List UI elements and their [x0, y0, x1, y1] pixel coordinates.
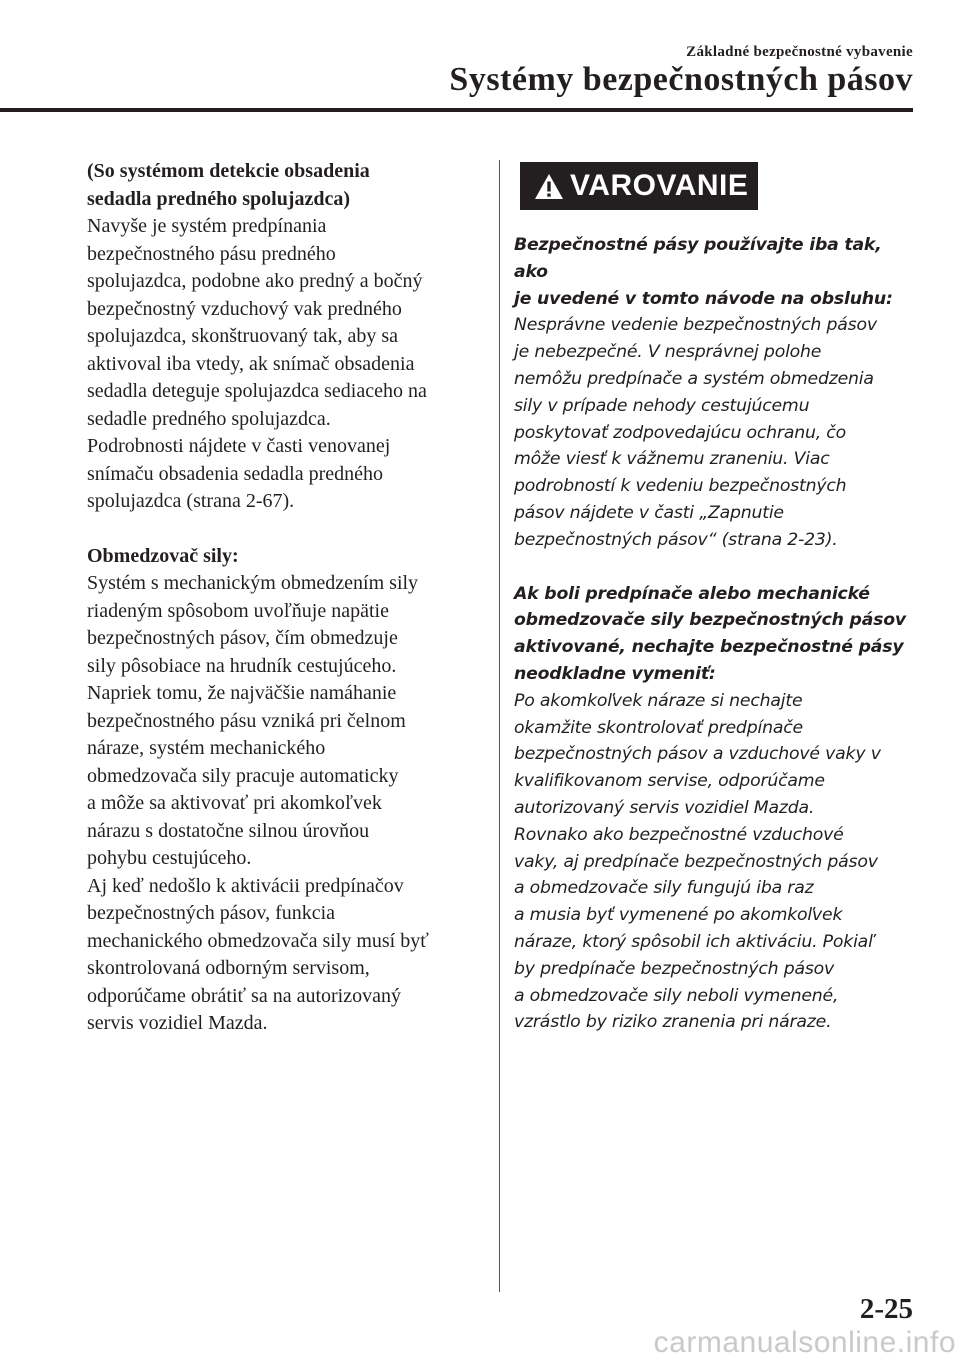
text-line: (So systémom detekcie obsadenia [87, 160, 370, 182]
text-line: obmedzovača sily pracuje automaticky [87, 764, 399, 787]
text-line: kvalifikovanom servise, odporúčame [514, 771, 825, 792]
text-line: Systém s mechanickým obmedzením sily [87, 572, 419, 594]
text-line: Podrobnosti nájdete v časti venovanej [87, 435, 391, 457]
text-line: náraze, ktorý spôsobil ich aktiváciu. Pokiaľ [514, 931, 873, 952]
text-line: riadeným spôsobom uvoľňuje napätie [87, 599, 389, 622]
text-line: mechanického obmedzovača sily musí byť [87, 929, 429, 952]
text-line: sedadla deteguje spolujazdca sediaceho na [87, 380, 427, 402]
section-title-force-limiter: Obmedzovač sily: [87, 544, 239, 567]
text-line: pohybu cestujúceho. [87, 847, 252, 869]
text-line: náraze, systém mechanického [87, 737, 326, 759]
warning-triangle-icon [534, 173, 564, 200]
text-line: bezpečnostných pásov a vzduchové vaky v [514, 744, 881, 765]
chapter-title: Základné bezpečnostné vybavenie [686, 44, 913, 60]
text-line: skontrolovaná odborným servisom, [87, 957, 370, 979]
text-line: Po akomkoľvek náraze si nechajte [514, 690, 803, 711]
text-line: obmedzovače sily bezpečnostných pásov [514, 610, 906, 631]
text-line: bezpečnostných pásov, funkcia [87, 902, 336, 924]
text-line: bezpečnostných pásov“ (strana 2-23). [514, 529, 838, 550]
text-line: neodkladne vymeniť: [514, 663, 716, 684]
text-line: okamžite skontrolovať predpínače [514, 717, 803, 738]
text-line: Napriek tomu, že najväčšie namáhanie [87, 682, 397, 704]
text-line: pásov nájdete v časti „Zapnutie [514, 502, 784, 523]
text-line: a musia byť vymenené po akomkoľvek [514, 905, 843, 926]
text-line: Nesprávne vedenie bezpečnostných pásov [514, 315, 877, 336]
text-line: Aj keď nedošlo k aktivácii predpínačov [87, 874, 404, 897]
text-line: sedadle predného spolujazdca. [87, 407, 331, 430]
text-line: spolujazdca, podobne ako predný a bočný [87, 270, 423, 292]
text-line: môže viesť k vážnemu zraneniu. Viac [514, 449, 830, 470]
text-line: snímaču obsadenia sedadla predného [87, 462, 384, 485]
text-line: a obmedzovače sily fungujú iba raz [514, 878, 814, 899]
text-line: bezpečnostný vzduchový vak predného [87, 297, 402, 320]
warning-column [514, 232, 919, 1036]
page-number: 2-25 [859, 1293, 913, 1325]
text-line: by predpínače bezpečnostných pásov [514, 958, 835, 979]
text-line: odporúčame obrátiť sa na autorizovaný [87, 984, 401, 1007]
text-line: nemôžu predpínače a systém obmedzenia [514, 368, 874, 389]
header-rule [0, 108, 913, 112]
left-column [87, 158, 487, 1038]
watermark: carmanualsonline.info [653, 1326, 956, 1359]
text-line: Bezpečnostné pásy používajte iba tak, ako [514, 235, 882, 282]
text-line: sily v prípade nehody cestujúcemu [514, 395, 810, 416]
text-line: sedadla predného spolujazdca) [87, 187, 351, 210]
text-line: spolujazdca (strana 2-67). [87, 490, 295, 512]
section-body-occupancy [87, 213, 487, 516]
text-line: podrobností k vedeniu bezpečnostných [514, 476, 847, 497]
section-body-force-limiter [87, 570, 487, 1038]
text-line: a obmedzovače sily neboli vymenené, [514, 985, 839, 1006]
text-line: je nebezpečné. V nesprávnej polohe [514, 342, 822, 363]
text-line: sily pôsobiace na hrudník cestujúceho. [87, 654, 397, 677]
text-line: je uvedené v tomto návode na obsluhu: [514, 288, 893, 309]
text-line: autorizovaný servis vozidiel Mazda. [514, 797, 815, 818]
section-title-occupancy [87, 158, 487, 213]
text-line: nárazu s dostatočne silnou úrovňou [87, 819, 370, 842]
text-line: a môže sa aktivovať pri akomkoľvek [87, 792, 382, 814]
warning-body-replace [514, 688, 919, 1036]
warning-title-seatbelt-use [514, 232, 919, 312]
text-line: aktivované, nechajte bezpečnostné pásy [514, 637, 904, 658]
text-line: vzrástlo by riziko zranenia pri náraze. [514, 1012, 832, 1033]
text-line: bezpečnostného pásu vzniká pri čelnom [87, 709, 406, 732]
column-divider [499, 160, 500, 1292]
text-line: Ak boli predpínače alebo mechanické [514, 583, 870, 604]
warning-badge [520, 162, 758, 210]
warning-body-seatbelt-use [514, 312, 919, 553]
warning-label: VAROVANIE [570, 169, 749, 202]
text-line: vaky, aj predpínače bezpečnostných pásov [514, 851, 878, 872]
text-line: Navyše je systém predpínania [87, 215, 327, 237]
text-line: aktivoval iba vtedy, ak snímač obsadenia [87, 352, 415, 375]
text-line: poskytovať zodpovedajúcu ochranu, čo [514, 422, 846, 443]
text-line: bezpečnostného pásu predného [87, 242, 336, 265]
page-title: Systémy bezpečnostných pásov [449, 61, 913, 98]
warning-title-replace [514, 581, 919, 688]
text-line: spolujazdca, skonštruovaný tak, aby sa [87, 325, 399, 347]
text-line: bezpečnostných pásov, čím obmedzuje [87, 627, 398, 649]
text-line: servis vozidiel Mazda. [87, 1012, 268, 1034]
text-line: Rovnako ako bezpečnostné vzduchové [514, 824, 844, 845]
